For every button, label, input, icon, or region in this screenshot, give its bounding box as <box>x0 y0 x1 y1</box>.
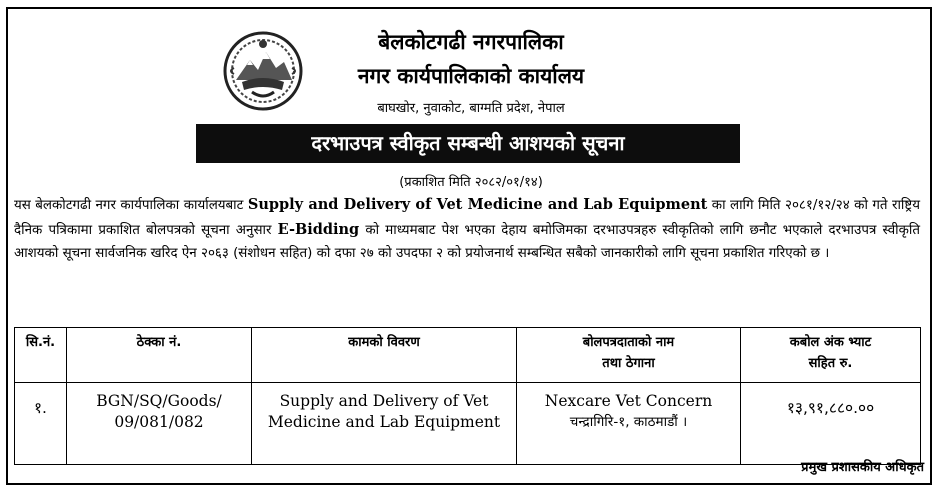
cell-contract-no <box>67 383 252 465</box>
body-intro: यस बेलकोटगढी नगर कार्यपालिका कार्यालयबाट <box>14 198 244 213</box>
col-amount-label-2: सहित रु. <box>808 356 853 371</box>
bidder-address: चन्द्रागिरि-१, काठमाडौं । <box>569 414 688 430</box>
col-contract-no <box>67 328 252 383</box>
office-address: बाघखोर, नुवाकोट, बाग्मति प्रदेश, नेपाल <box>377 101 565 116</box>
col-description <box>252 328 517 383</box>
published-date: (प्रकाशित मिति २०८२/०१/१४) <box>399 175 543 190</box>
office-name: नगर कार्यपालिकाको कार्यालय <box>357 64 585 88</box>
col-bidder-label-2: तथा ठेगाना <box>602 356 655 371</box>
notice-body <box>14 193 920 266</box>
cell-bidder <box>517 383 741 465</box>
col-sn-label: सि.नं. <box>25 335 56 350</box>
description-line-1: Supply and Delivery of Vet <box>279 392 489 410</box>
body-middle: का लागि मिति २०८१/१२/२४ को गते राष्ट्रिय दैनिक पत्रिकामा प्रकाशित बोलपत्रको सूचना अनुसार <box>14 198 920 238</box>
project-name: Supply and Delivery of Vet Medicine and Lab Equipment <box>247 196 708 213</box>
notice-title: दरभाउपत्र स्वीकृत सम्बन्धी आशयको सूचना <box>196 124 740 163</box>
bidder-name: Nexcare Vet Concern <box>544 392 713 410</box>
procurement-method: E-Bidding <box>277 220 360 238</box>
cell-amount: १३,९१,८८०.०० <box>741 383 921 465</box>
col-amount <box>741 328 921 383</box>
col-bidder-label-1: बोलपत्रदाताको नाम <box>582 335 675 350</box>
cell-description <box>252 383 517 465</box>
municipality-name: बेलकोटगढी नगरपालिका <box>378 30 564 54</box>
col-description-label: कामको विवरण <box>348 335 420 350</box>
contract-no-line-2: 09/081/082 <box>114 413 204 431</box>
bid-table <box>14 327 921 465</box>
signature-title: प्रमुख प्रशासकीय अधिकृत <box>801 460 924 475</box>
description-line-2: Medicine and Lab Equipment <box>267 413 501 431</box>
col-sn <box>15 328 67 383</box>
col-amount-label-1: कबोल अंक भ्याट <box>789 335 872 350</box>
cell-sn: १. <box>15 383 67 465</box>
table-header-row <box>15 328 921 383</box>
body-end: को माध्यमबाट पेश भएका देहाय बमोजिमका दरभाउपत्रहरु स्वीकृतिको लागि छनौट भएकाले दरभाउपत्र स्वीकृति आशयको सूचना सार्वजनिक खरिद ऐन २०६३ (संशोधन सहित) को दफा २७ को उपदफा २ को प्रयोजनार्थ सम्बन्धित सबैको जानकारीको लागि सूचना प्रकाशित गरिएको छ । <box>14 222 921 261</box>
col-bidder <box>517 328 741 383</box>
table-row <box>15 383 921 465</box>
col-contract-label: ठेक्का नं. <box>136 335 182 350</box>
contract-no-line-1: BGN/SQ/Goods/ <box>96 392 222 410</box>
